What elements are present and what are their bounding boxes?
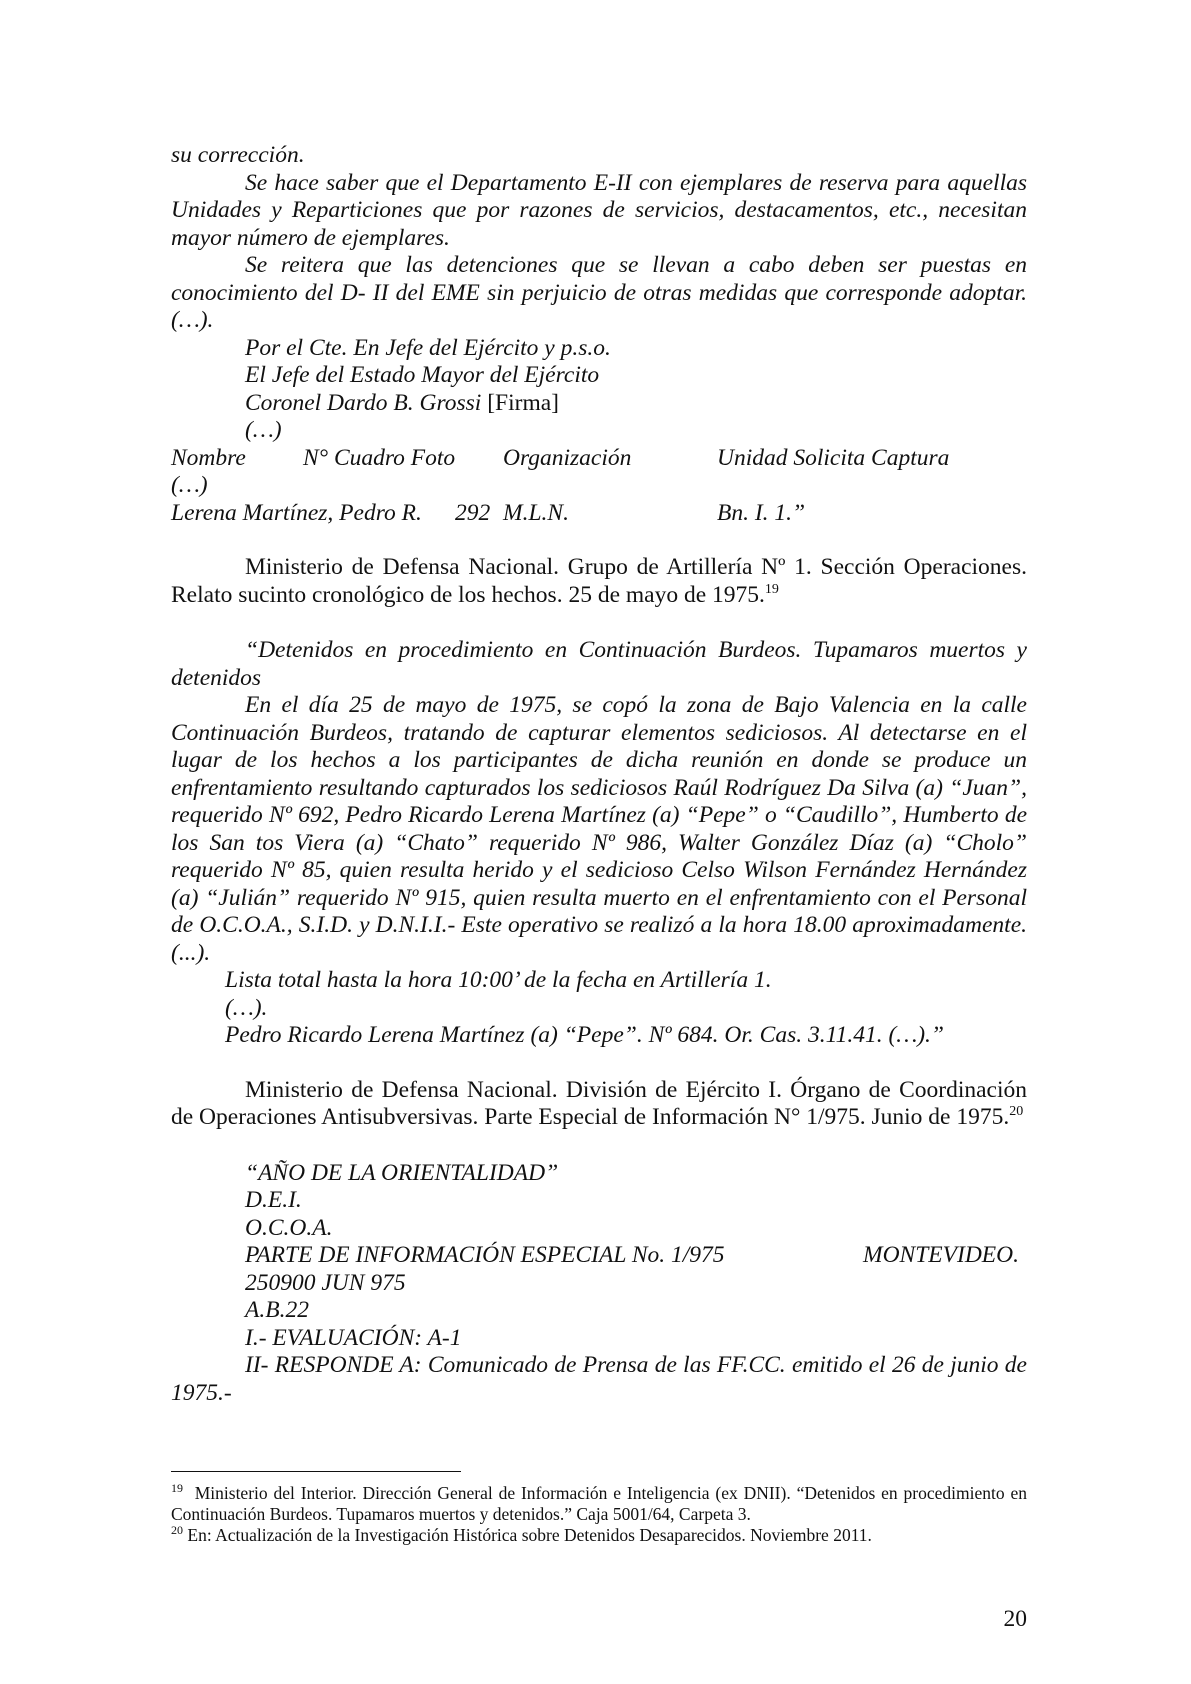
- quote-title: “Detenidos en procedimiento en Continuación Burdeos. Tupamaros muertos y detenidos: [171, 637, 1027, 691]
- doc-line: A.B.22: [245, 1297, 309, 1323]
- table-header-cell: N° Cuadro Foto: [303, 444, 456, 471]
- table-header-cell: Organización: [503, 444, 632, 471]
- parte-title: PARTE DE INFORMACIÓN ESPECIAL No. 1/975: [245, 1242, 725, 1268]
- doc-line: 250900 JUN 975: [245, 1269, 406, 1296]
- footnote: [171, 1483, 1027, 1525]
- table-row: [171, 500, 1027, 528]
- doc-line: I.- EVALUACIÓN: A-1: [245, 1324, 462, 1351]
- list-line: (…).: [225, 994, 268, 1021]
- table-cell: M.L.N.: [503, 499, 569, 526]
- table-header-cell: Nombre: [171, 444, 246, 471]
- list-line: Pedro Ricardo Lerena Martínez (a) “Pepe”. Nº 684. Or. Cas. 3.11.41. (…).”: [225, 1022, 944, 1048]
- footnotes: [171, 1483, 1027, 1546]
- paragraph: En el día 25 de mayo de 1975, se copó la zona de Bajo Valencia en la calle Continuación Burdeos, tratando de capturar elementos sediciosos. Al detectarse en el lugar de los hechos a los participantes de dicha reunión en donde se produce un enfrentamiento resultando capturados los sediciosos Raúl Rodríguez Da Silva (a) “Juan”, requerido Nº 692, Pedro Ricardo Lerena Martínez (a) “Pepe” o “Caudillo”, Humberto de los San tos Viera (a) “Chato” requerido Nº 986, Walter González Díaz (a) “Cholo” requerido Nº 85, quien resulta herido y el sedicioso Celso Wilson Fernández Hernández (a) “Julián” requerido Nº 915, quien resulta muerto en el enfrentamiento con el Personal de O.C.O.A., S.I.D. y D.N.I.I.- Este operativo se realizó a la hora 18.00 aproximadamente. (...).: [171, 692, 1027, 966]
- source-intro: Ministerio de Defensa Nacional. División de Ejército I. Órgano de Coordinación de Operaciones Antisubversivas. Parte Especial de Información N° 1/975. Junio de 1975.20: [171, 1076, 1027, 1130]
- table-cell: Bn. I. 1.”: [717, 499, 806, 526]
- table-header-cell: Unidad Solicita Captura: [717, 444, 950, 471]
- text-line: su corrección.: [171, 142, 305, 168]
- paragraph: Se hace saber que el Departamento E-II con ejemplares de reserva para aquellas Unidades y Reparticiones que por razones de servicios, destacamentos, etc., necesitan mayor número de ejemplares.: [171, 169, 1027, 251]
- footnote-text: Ministerio del Interior. Dirección General de Información e Inteligencia (ex DNII). “Detenidos en procedimiento en Continuación Burdeos. Tupamaros muertos y detenidos.” Caja 5001/64, Carpeta 3.: [171, 1483, 1027, 1524]
- page-number: 20: [1003, 1606, 1027, 1632]
- doc-line: “AÑO DE LA ORIENTALIDAD”: [245, 1159, 559, 1186]
- footnote-ref: 19: [764, 581, 779, 597]
- footnote-number: 19: [171, 1481, 183, 1496]
- list-line: Lista total hasta la hora 10:00’ de la fecha en Artillería 1.: [225, 967, 772, 993]
- signature-line: Por el Cte. En Jefe del Ejército y p.s.o.: [245, 334, 611, 361]
- table-cell: 292: [455, 499, 491, 526]
- source-intro: Ministerio de Defensa Nacional. Grupo de Artillería Nº 1. Sección Operaciones. Relato sucinto cronológico de los hechos. 25 de mayo de 1975.19: [171, 554, 1027, 608]
- table-ellipsis: (…): [171, 472, 208, 498]
- table-header-row: [171, 445, 1027, 473]
- signature-name-line: [171, 390, 1027, 418]
- footnote-ref: 20: [1009, 1104, 1024, 1120]
- paragraph: Se reitera que las detenciones que se llevan a cabo deben ser puestas en conocimiento del D- II del EME sin perjuicio de otras medidas que corresponde adoptar. (…).: [171, 252, 1027, 333]
- signature-firma: [Firma]: [487, 389, 559, 416]
- parte-row: [171, 1242, 1027, 1270]
- table-cell: Lerena Martínez, Pedro R.: [171, 499, 422, 526]
- doc-line: D.E.I.: [245, 1187, 302, 1213]
- footnote-number: 20: [171, 1523, 183, 1538]
- signature-name: Coronel Dardo B. Grossi: [245, 389, 482, 416]
- paragraph: II- RESPONDE A: Comunicado de Prensa de las FF.CC. emitido el 26 de junio de 1975.-: [171, 1352, 1027, 1406]
- page-body: [171, 142, 1027, 1407]
- footnote-text: En: Actualización de la Investigación Histórica sobre Detenidos Desaparecidos. Noviembre 2011.: [187, 1525, 872, 1545]
- signature-line: El Jefe del Estado Mayor del Ejército: [245, 362, 600, 388]
- doc-line: O.C.O.A.: [245, 1214, 333, 1241]
- footnote: [171, 1525, 1027, 1546]
- ellipsis: (…): [245, 417, 282, 443]
- footnote-divider: [171, 1471, 461, 1472]
- city: MONTEVIDEO.: [863, 1242, 1019, 1268]
